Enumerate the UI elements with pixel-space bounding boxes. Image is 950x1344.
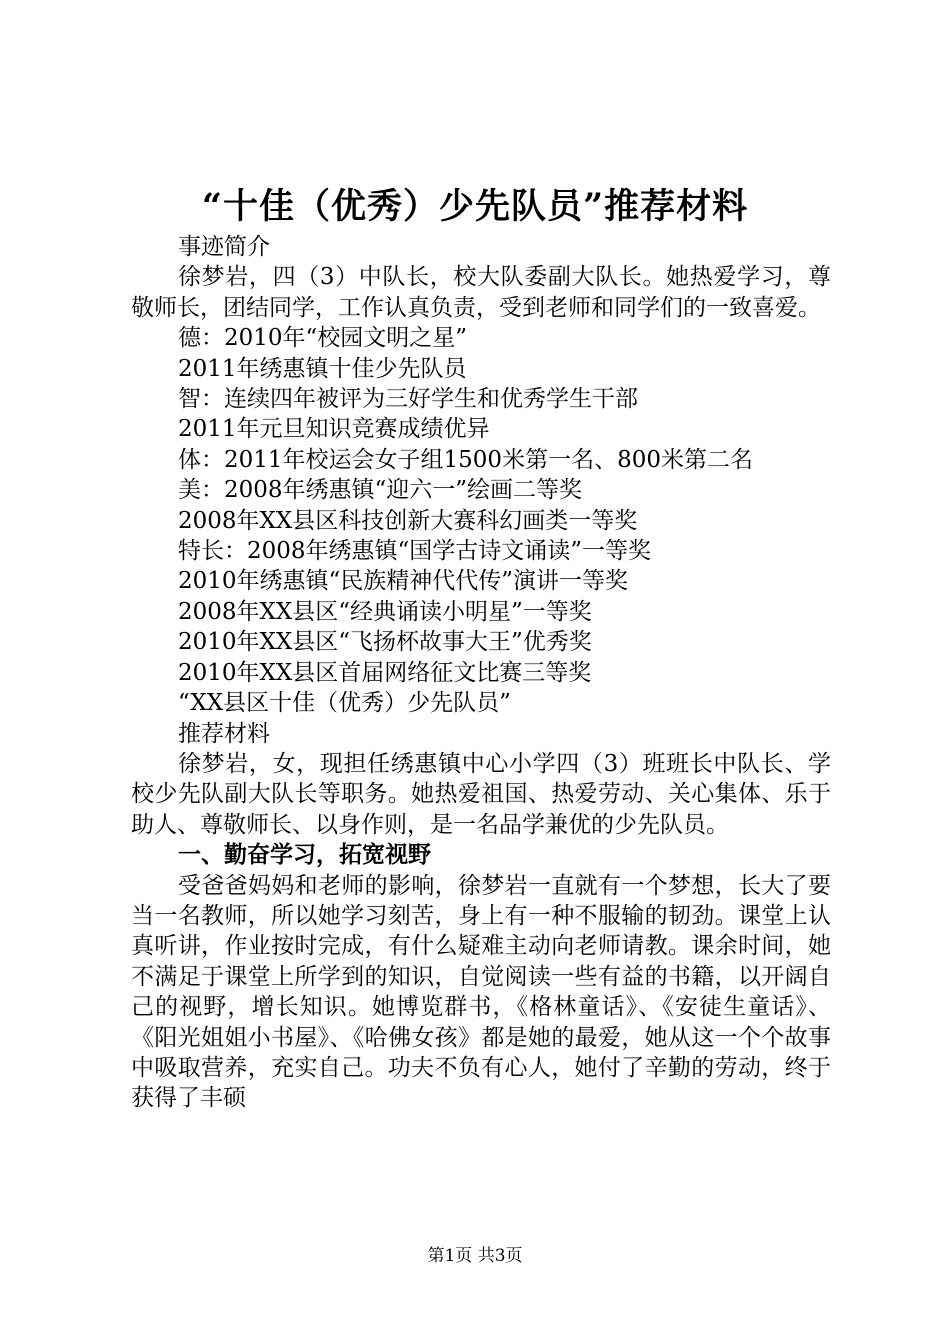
- award-line: 2008年XX县区“经典诵读小明星”一等奖: [178, 598, 592, 625]
- award-line: 智：连续四年被评为三好学生和优秀学生干部: [178, 386, 638, 413]
- body-paragraph: 徐梦岩，女，现担任绣惠镇中心小学四（3）班班长中队长、学校少先队副大队长等职务。她热爱祖国、热爱劳动、关心集体、乐于助人、尊敬师长、以身作则，是一名品学兼优的少先队员。: [131, 750, 831, 838]
- award-line: 美：2008年绣惠镇“迎六一”绘画二等奖: [178, 477, 583, 504]
- section-label: 事迹简介: [178, 234, 270, 260]
- subtitle-line: “XX县区十佳（优秀）少先队员”: [178, 690, 511, 717]
- award-line: 2011年绣惠镇十佳少先队员: [178, 355, 467, 382]
- award-line: 2008年XX县区科技创新大赛科幻画类一等奖: [178, 507, 638, 534]
- award-line: 2011年元旦知识竞赛成绩优异: [178, 416, 490, 443]
- page-number-footer: 第1页 共3页: [427, 1246, 523, 1266]
- section-heading: 一、勤奋学习，拓宽视野: [178, 841, 431, 869]
- intro-paragraph: 徐梦岩，四（3）中队长，校大队委副大队长。她热爱学习，尊敬师长，团结同学，工作认真负责，受到老师和同学们的一致喜爱。: [131, 264, 831, 321]
- section-label: 推荐材料: [178, 720, 270, 747]
- document-title: “十佳（优秀）少先队员”推荐材料: [201, 186, 749, 227]
- award-line: 2010年XX县区首届网络征文比赛三等奖: [178, 659, 592, 686]
- award-line: 特长：2008年绣惠镇“国学古诗文诵读”一等奖: [178, 538, 652, 565]
- body-paragraph: 受爸爸妈妈和老师的影响，徐梦岩一直就有一个梦想，长大了要当一名教师，所以她学习刻苦，身上有一种不服输的韧劲。课堂上认真听讲，作业按时完成，有什么疑难主动向老师请教。课余时间，她不满足于课堂上所学到的知识，自觉阅读一些有益的书籍，以开阔自己的视野，增长知识。她博览群书，《格林童话》、《安徒生童话》、《阳光姐姐小书屋》、《哈佛女孩》都是她的最爱，她从这一个个故事中吸取营养，充实自己。功夫不负有心人，她付了辛勤的劳动，终于获得了丰硕: [131, 872, 831, 1112]
- award-line: 2010年XX县区“飞扬杯故事大王”优秀奖: [178, 629, 592, 656]
- document-body: [131, 232, 831, 1114]
- award-line: 体：2011年校运会女子组1500米第一名、800米第二名: [178, 446, 753, 473]
- award-line: 德：2010年“校园文明之星”: [178, 325, 468, 352]
- award-line: 2010年绣惠镇“民族精神代代传”演讲一等奖: [178, 568, 629, 595]
